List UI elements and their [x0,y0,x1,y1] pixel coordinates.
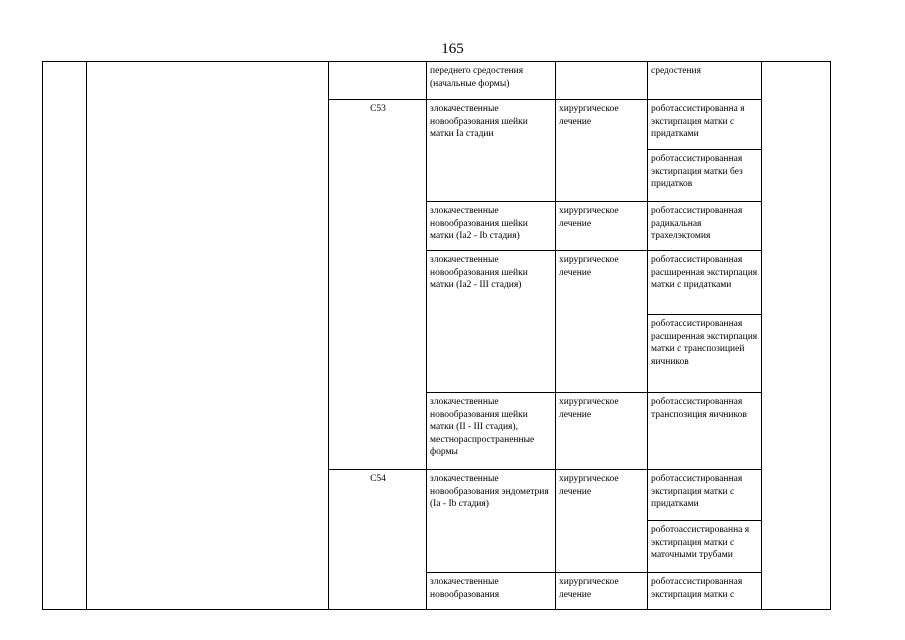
cell-treatment: хирургическое лечение [556,202,648,251]
cell-method: средостения [648,62,762,100]
cell-method: роботассистированная экстирпация матки с придатками [648,470,762,521]
cell-diagnosis: злокачественные новообразования эндометрия (Ia - Ib стадия) [427,470,556,573]
cell-diagnosis: злокачественные новообразования [427,573,556,610]
cell-method: роботассистированная экстирпация матки без придатков [648,150,762,202]
cell-treatment: хирургическое лечение [556,251,648,393]
cell-method: роботассистированная расширенная экстирпация матки с транспозицией яичников [648,315,762,393]
cell-treatment: хирургическое лечение [556,470,648,573]
cell-code: C54 [329,470,427,610]
page-number: 165 [441,41,464,57]
cell-diagnosis: злокачественные новообразования шейки матки Ia стадии [427,100,556,202]
cell-method: роботассистированна я экстирпация матки с придатками [648,100,762,150]
cell-diagnosis: злокачественные новообразования шейки матки (Ia2 - III стадия) [427,251,556,393]
cell-code: C53 [329,100,427,470]
cell-method: роботассистированная радикальная трахелэктомия [648,202,762,251]
cell-number [43,62,87,610]
table-row [43,62,831,100]
medical-care-table [42,61,831,610]
cell-method: роботоассистированна я экстирпация матки с маточными трубами [648,521,762,573]
cell-treatment: хирургическое лечение [556,100,648,202]
cell-treatment [556,62,648,100]
cell-treatment: хирургическое лечение [556,573,648,610]
cell-profile [87,62,329,610]
cell-diagnosis: злокачественные новообразования шейки матки (II - III стадия), местнораспространенные формы [427,393,556,470]
cell-method: роботассистированная расширенная экстирпация матки с придатками [648,251,762,315]
cell-diagnosis: переднего средостения (начальные формы) [427,62,556,100]
cell-method: роботассистированная транспозиция яичников [648,393,762,470]
cell-diagnosis: злокачественные новообразования шейки матки (Ia2 - Ib стадия) [427,202,556,251]
cell-code [329,62,427,100]
cell-standard [762,62,831,610]
cell-treatment: хирургическое лечение [556,393,648,470]
cell-method: роботассистированная экстирпация матки с [648,573,762,610]
